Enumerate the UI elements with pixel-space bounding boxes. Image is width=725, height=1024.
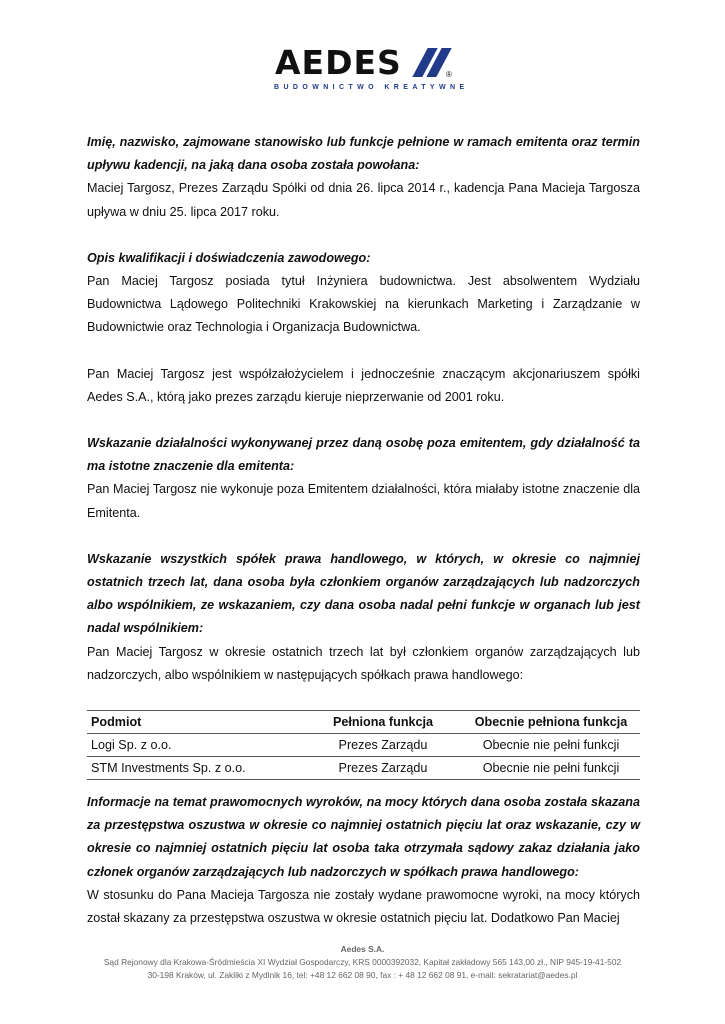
section-heading-qualifications: Opis kwalifikacji i doświadczenia zawodowego: [87,250,371,265]
section-text-convictions: W stosunku do Pana Macieja Targosza nie zostały wydane prawomocne wyroki, na mocy których został skazany za przestępstwa oszustwa w okresie ostatnich pięciu lat. Dodatkowo Pan Maciej [87,887,640,926]
section-heading-activities: Wskazanie działalności wykonywanej przez daną osobę poza emitentem, gdy działalność ta ma istotne znaczenie dla emitenta: [87,436,640,474]
footer-contact-line: 30-198 Kraków, ul. Zakliki z Mydlnik 16, tel: +48 12 662 08 90, fax : + 48 12 662 08 91, e-mail: sekratariat@aedes.pl [147,970,578,980]
cell-function: Prezes Zarządu [304,757,462,780]
cell-function: Prezes Zarządu [304,734,462,757]
logo-wordmark: AEDES [275,43,402,82]
column-header-function: Pełniona funkcja [304,711,462,734]
logo-tagline: BUDOWNICTWO KREATYWNE [274,84,469,91]
section-text-activities: Pan Maciej Targosz nie wykonuje poza Emitentem działalności, która miałaby istotne znaczenie dla Emitenta. [87,482,640,520]
section-heading-position: Imię, nazwisko, zajmowane stanowisko lub funkcje pełnione w ramach emitenta oraz termin upływu kadencji, na jaką dana osoba została powołana: [87,135,640,173]
cell-current-function: Obecnie nie pełni funkcji [462,757,640,780]
section-heading-convictions: Informacje na temat prawomocnych wyroków, na mocy których dana osoba została skazana za przestępstwa oszustwa w okresie co najmniej ostatnich pięciu lat oraz wskazanie, czy w okresie co najmniej ostatnich pięciu lat osoba taka otrzymała sądowy zakaz działania jako członek organów zarządzających lub nadzorczych w spółkach prawa handlowego: [87,795,640,879]
footer-registry-line: Sąd Rejonowy dla Krakowa-Śródmieścia XI Wydział Gospodarczy, KRS 0000392032, Kapitał zakładowy 565 143,00 zł., NIP 945-19-41-502 [103,957,622,967]
column-header-current-function: Obecnie pełniona funkcja [462,711,640,734]
company-logo [272,43,469,96]
cell-entity: Logi Sp. z o.o. [87,734,304,757]
footer-company-name: Aedes S.A. [340,944,385,954]
section-text-position: Maciej Targosz, Prezes Zarządu Spółki od dnia 26. lipca 2014 r., kadencja Pana Macieja Targosza upływa w dniu 25. lipca 2017 roku. [87,181,640,219]
table-header-row [87,711,640,734]
table-row [87,757,640,780]
section-text-companies: Pan Maciej Targosz w okresie ostatnich trzech lat był członkiem organów zarządzających lub nadzorczych, albo wspólnikiem w następujących spółkach prawa handlowego: [87,644,640,682]
table-row [87,734,640,757]
column-header-entity: Podmiot [87,711,304,734]
cell-entity: STM Investments Sp. z o.o. [87,757,304,780]
document-body [87,131,640,930]
cell-current-function: Obecnie nie pełni funkcji [462,734,640,757]
logo-registered-mark: ® [446,70,452,79]
section-text-qualifications-2: Pan Maciej Targosz jest współzałożycielem i jednocześnie znaczącym akcjonariuszem spółki Aedes S.A., którą jako prezes zarządu kieruje nieprzerwanie od 2001 roku. [87,366,640,404]
page-footer [0,943,725,982]
section-text-qualifications: Pan Maciej Targosz posiada tytuł Inżyniera budownictwa. Jest absolwentem Wydziału Budownictwa Lądowego Politechniki Krakowskiej na kierunkach Marketing i Zarządzanie w Budownictwie oraz Technologia i Organizacja Budownictwa. [87,274,640,335]
companies-table [87,710,640,780]
section-heading-companies: Wskazanie wszystkich spółek prawa handlowego, w których, w okresie co najmniej ostatnich trzech lat, dana osoba była członkiem organów zarządzających lub nadzorczych albo wspólnikiem, ze wskazaniem, czy dana osoba nadal pełni funkcje w organach lub jest nadal wspólnikiem: [87,551,640,636]
